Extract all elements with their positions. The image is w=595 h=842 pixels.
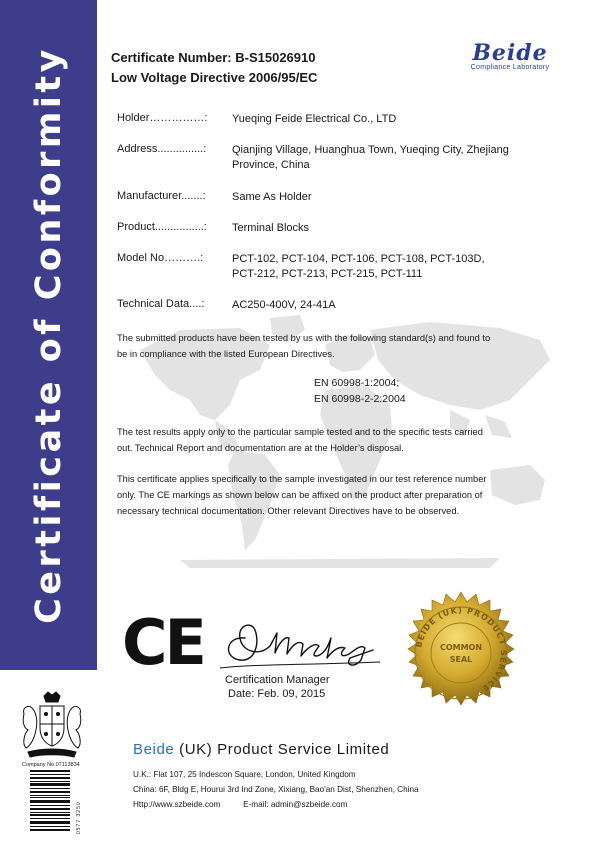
gold-seal — [398, 590, 524, 716]
company-number: Company No.07113834 — [22, 762, 80, 768]
address-line: Province, China — [232, 159, 310, 171]
company-name — [133, 741, 389, 758]
statement-line: The test results apply only to the particular sample tested and to the specific tests carried — [117, 427, 483, 437]
signature-date: Date: Feb. 09, 2015 — [228, 688, 326, 700]
directive-title: Low Voltage Directive 2006/95/EC — [111, 70, 318, 85]
model-line: PCT-212, PCT-213, PCT-215, PCT-111 — [232, 268, 423, 280]
statement-scope — [117, 471, 547, 519]
model-no-value — [232, 252, 552, 282]
statement-line: This certificate applies specifically to the sample investigated in our test reference number — [117, 474, 487, 484]
statement-tested — [117, 330, 547, 362]
standard-2: EN 60998-2-2:2004 — [314, 393, 406, 405]
manufacturer-label: Manufacturer.......: — [117, 190, 206, 202]
standard-1: EN 60998-1:2004; — [314, 377, 400, 389]
product-value: Terminal Blocks — [232, 222, 310, 234]
statement-line: out. Technical Report and documentation are at the Holder’s disposal. — [117, 443, 404, 453]
product-label: Product................: — [117, 221, 207, 233]
beide-logo — [455, 40, 565, 71]
signature-title: Certification Manager — [225, 674, 330, 686]
statement-line: be in compliance with the listed European Directives. — [117, 349, 335, 359]
technical-data-label: Technical Data....: — [117, 298, 205, 310]
address-line: Qianjing Village, Huanghua Town, Yueqing City, Zhejiang — [232, 144, 509, 156]
model-line: PCT-102, PCT-104, PCT-106, PCT-108, PCT-103D, — [232, 253, 485, 265]
side-title: Certificate of Conformity — [29, 46, 69, 624]
contact-line: Http://www.szbeide.com E-mail: admin@szbeide.com — [133, 800, 348, 809]
address-china: China: 6F, Bldg E, Hourui 3rd Ind Zone, Xixiang, Bao'an Dist, Shenzhen, China — [133, 785, 419, 794]
manufacturer-value: Same As Holder — [232, 191, 312, 203]
statement-line: The submitted products have been tested by us with the following standard(s) and found to — [117, 333, 491, 343]
technical-data-value: AC250-400V, 24-41A — [232, 299, 336, 311]
logo-name: Beide — [472, 40, 548, 66]
seal-inner-line1: COMMON — [439, 643, 483, 652]
royal-crest-icon — [18, 690, 86, 760]
company-brand: Beide — [133, 741, 175, 758]
seal-outer-text: BEIDE (UK) PRODUCT SERVICE — [414, 605, 509, 694]
company-name-rest: (UK) Product Service Limited — [174, 741, 390, 758]
logo-subtitle: Compliance Laboratory — [470, 64, 550, 71]
certificate-number: Certificate Number: B-S15026910 — [111, 50, 316, 65]
statement-line: necessary technical documentation. Other relevant Directives have to be observed. — [117, 506, 460, 516]
side-band — [0, 0, 97, 670]
statement-line: only. The CE markings as shown below can be affixed on the product after preparation of — [117, 490, 483, 500]
barcode-digits: 0577 3250 — [76, 801, 82, 834]
model-no-label: Model No……….: — [117, 252, 204, 264]
seal-inner-line2: SEAL — [449, 655, 473, 664]
holder-label: Holder……………: — [117, 112, 208, 124]
ce-mark: CE — [122, 606, 204, 679]
handwritten-signature — [215, 608, 385, 673]
address-label: Address...............: — [117, 143, 207, 155]
address-value — [232, 143, 552, 173]
statement-results — [117, 424, 547, 456]
barcode — [30, 770, 70, 832]
address-uk: U.K.: Flat 107, 25 Indescon Square, London, United Kingdom — [133, 770, 356, 779]
holder-value: Yueqing Feide Electrical Co., LTD — [232, 113, 397, 125]
